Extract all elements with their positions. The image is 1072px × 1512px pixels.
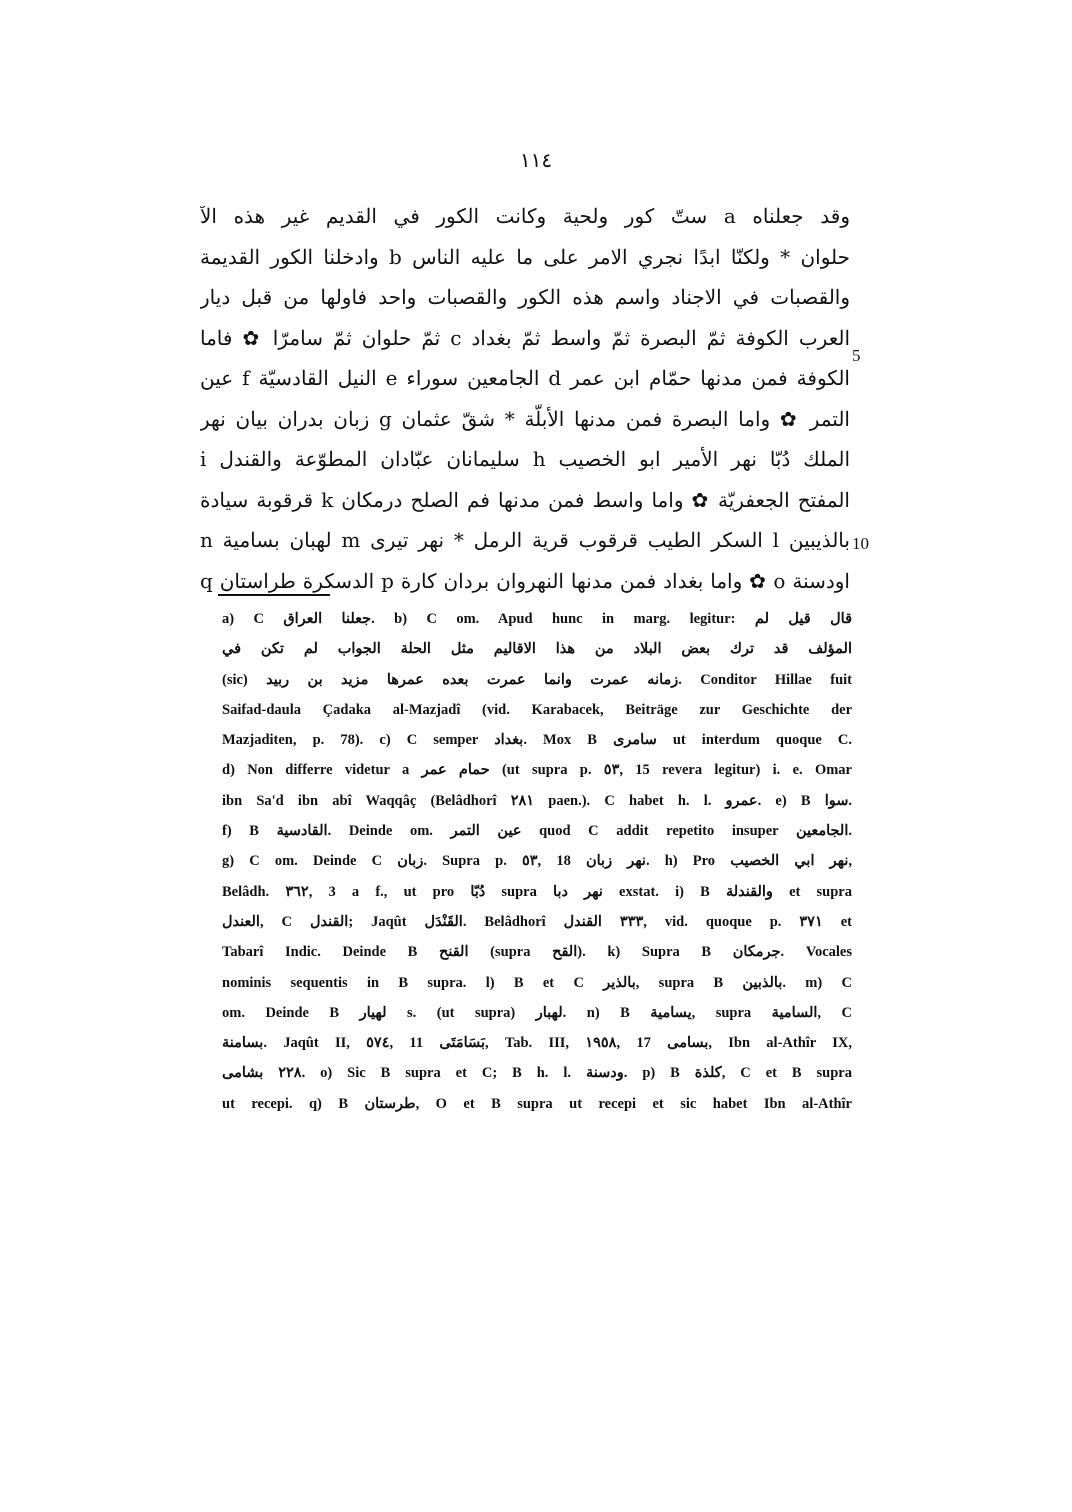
footnote-line: nominis sequentis in B supra. l) B et C بالذير, supra B بالذبين. m) C xyxy=(222,974,852,991)
footnote-line: f) B القادسية. Deinde om. عين التمر quod C addit repetito insuper الجامعين. xyxy=(222,823,852,840)
footnote-line: المؤلف قد ترك بعض البلاد من هذا الاقاليم مثل الحلة الجواب لم تكن في xyxy=(222,641,852,658)
arabic-line-1: وقد جعلناه a ستّ كور ولحية وكانت الكور في القديم غير هذه الآ xyxy=(200,204,850,228)
footnote-line: Tabarî Indic. Deinde B القنح (supra القح). k) Supra B جرمكان. Vocales xyxy=(222,944,852,961)
arabic-main-text xyxy=(200,196,850,601)
footnotes xyxy=(222,604,852,1119)
footnote-line: Saifad-daula Çadaka al-Mazjadî (vid. Karabacek, Beiträge zur Geschichte der xyxy=(222,701,852,718)
arabic-line-5: الكوفة فمن مدنها حمّام ابن عمر d الجامعين سوراء e النيل القادسيّة f عين xyxy=(200,366,850,390)
line-number-5: 5 xyxy=(852,346,861,365)
arabic-line-2: حلوان * ولكنّا ابدًا نجري الامر على ما عليه الناس b وادخلنا الكور القديمة xyxy=(200,244,850,269)
footnote-line: (sic) زمانه عمرت وانما عمرت بعده عمرها مزيد بن ربيد. Conditor Hillae fuit xyxy=(222,671,852,688)
footnote-line: ibn Sa'd ibn abî Waqqâç (Belâdhorî ٢٨١ paen.). C habet h. l. عمرو. e) B سوا. xyxy=(222,792,852,809)
footnote-line: d) Non differre videtur a حمام عمر (ut supra p. ٥٣, 15 revera legitur) i. e. Omar xyxy=(222,762,852,779)
footnote-line: ut recepi. q) B طرستان, O et B supra ut recepi et sic habet Ibn al-Athîr xyxy=(222,1095,852,1112)
arabic-line-10: اودسنة o ✿ واما بغداد فمن مدنها النهروان بردان كارة p الدسكرة طراستان q xyxy=(200,568,850,593)
page-number: ١١٤ xyxy=(519,148,553,172)
footnote-separator xyxy=(218,594,330,596)
arabic-line-6: التمر ✿ واما البصرة فمن مدنها الأبلّة * شقّ عثمان g زبان بدران بيان نهر xyxy=(200,406,850,431)
footnote-line: g) C om. Deinde C زبان. Supra p. ٥٣, 18 نهر زبان. h) Pro نهر ابي الخصيب, xyxy=(222,853,852,870)
line-number-10: 10 xyxy=(852,534,869,553)
footnote-line: Mazjaditen, p. 78). c) C semper بغداد. Mox B سامرى ut interdum quoque C. xyxy=(222,732,852,749)
arabic-line-3: والقصبات في الاجناد واسم هذه الكور والقصبات واحد فاولها من قبل ديار xyxy=(200,285,850,309)
footnote-line: Belâdh. ٣٦٢, 3 a f., ut pro دُبّا supra نهر دبا exstat. i) B والقندلة et supra xyxy=(222,883,852,900)
footnote-line: a) C جعلنا العراق. b) C om. Apud hunc in marg. legitur: قال قيل لم xyxy=(222,611,852,627)
footnote-line: بسامنة. Jaqût II, ٥٧٤, 11 بَسَامَتَى, Tab. III, ١٩٥٨, 17 بسامى, Ibn al-Athîr IX, xyxy=(222,1035,852,1052)
arabic-line-8: المفتح الجعفريّة ✿ واما واسط فمن مدنها فم الصلح درمكان k قرقوبة سيادة xyxy=(200,487,850,512)
footnote-line: العندل, C القندل; Jaqût القَنْدَل. Belâdhorî ٣٣٣ القندل, vid. quoque p. ٣٧١ et xyxy=(222,913,852,930)
arabic-line-9: بالذيبين l السكر الطيب قرقوب قرية الرمل * نهر تيرى m لهبان بسامية n xyxy=(200,528,850,552)
arabic-line-4: العرب الكوفة ثمّ البصرة ثمّ واسط ثمّ بغداد c ثمّ حلوان ثمّ سامرّا ✿ فاما xyxy=(200,325,850,350)
arabic-line-7: الملك دُبّا نهر الأمير ابو الخصيب h سليمانان عبّادان المطوّعة والقندل i xyxy=(200,447,850,471)
footnote-line: ٢٢٨ بشامى. o) Sic B supra et C; B h. l. ودسنة. p) B كلذة, C et B supra xyxy=(222,1065,852,1082)
footnote-line: om. Deinde B لهيار s. (ut supra) لهبار. n) B يسامية, supra السامية, C xyxy=(222,1004,852,1021)
